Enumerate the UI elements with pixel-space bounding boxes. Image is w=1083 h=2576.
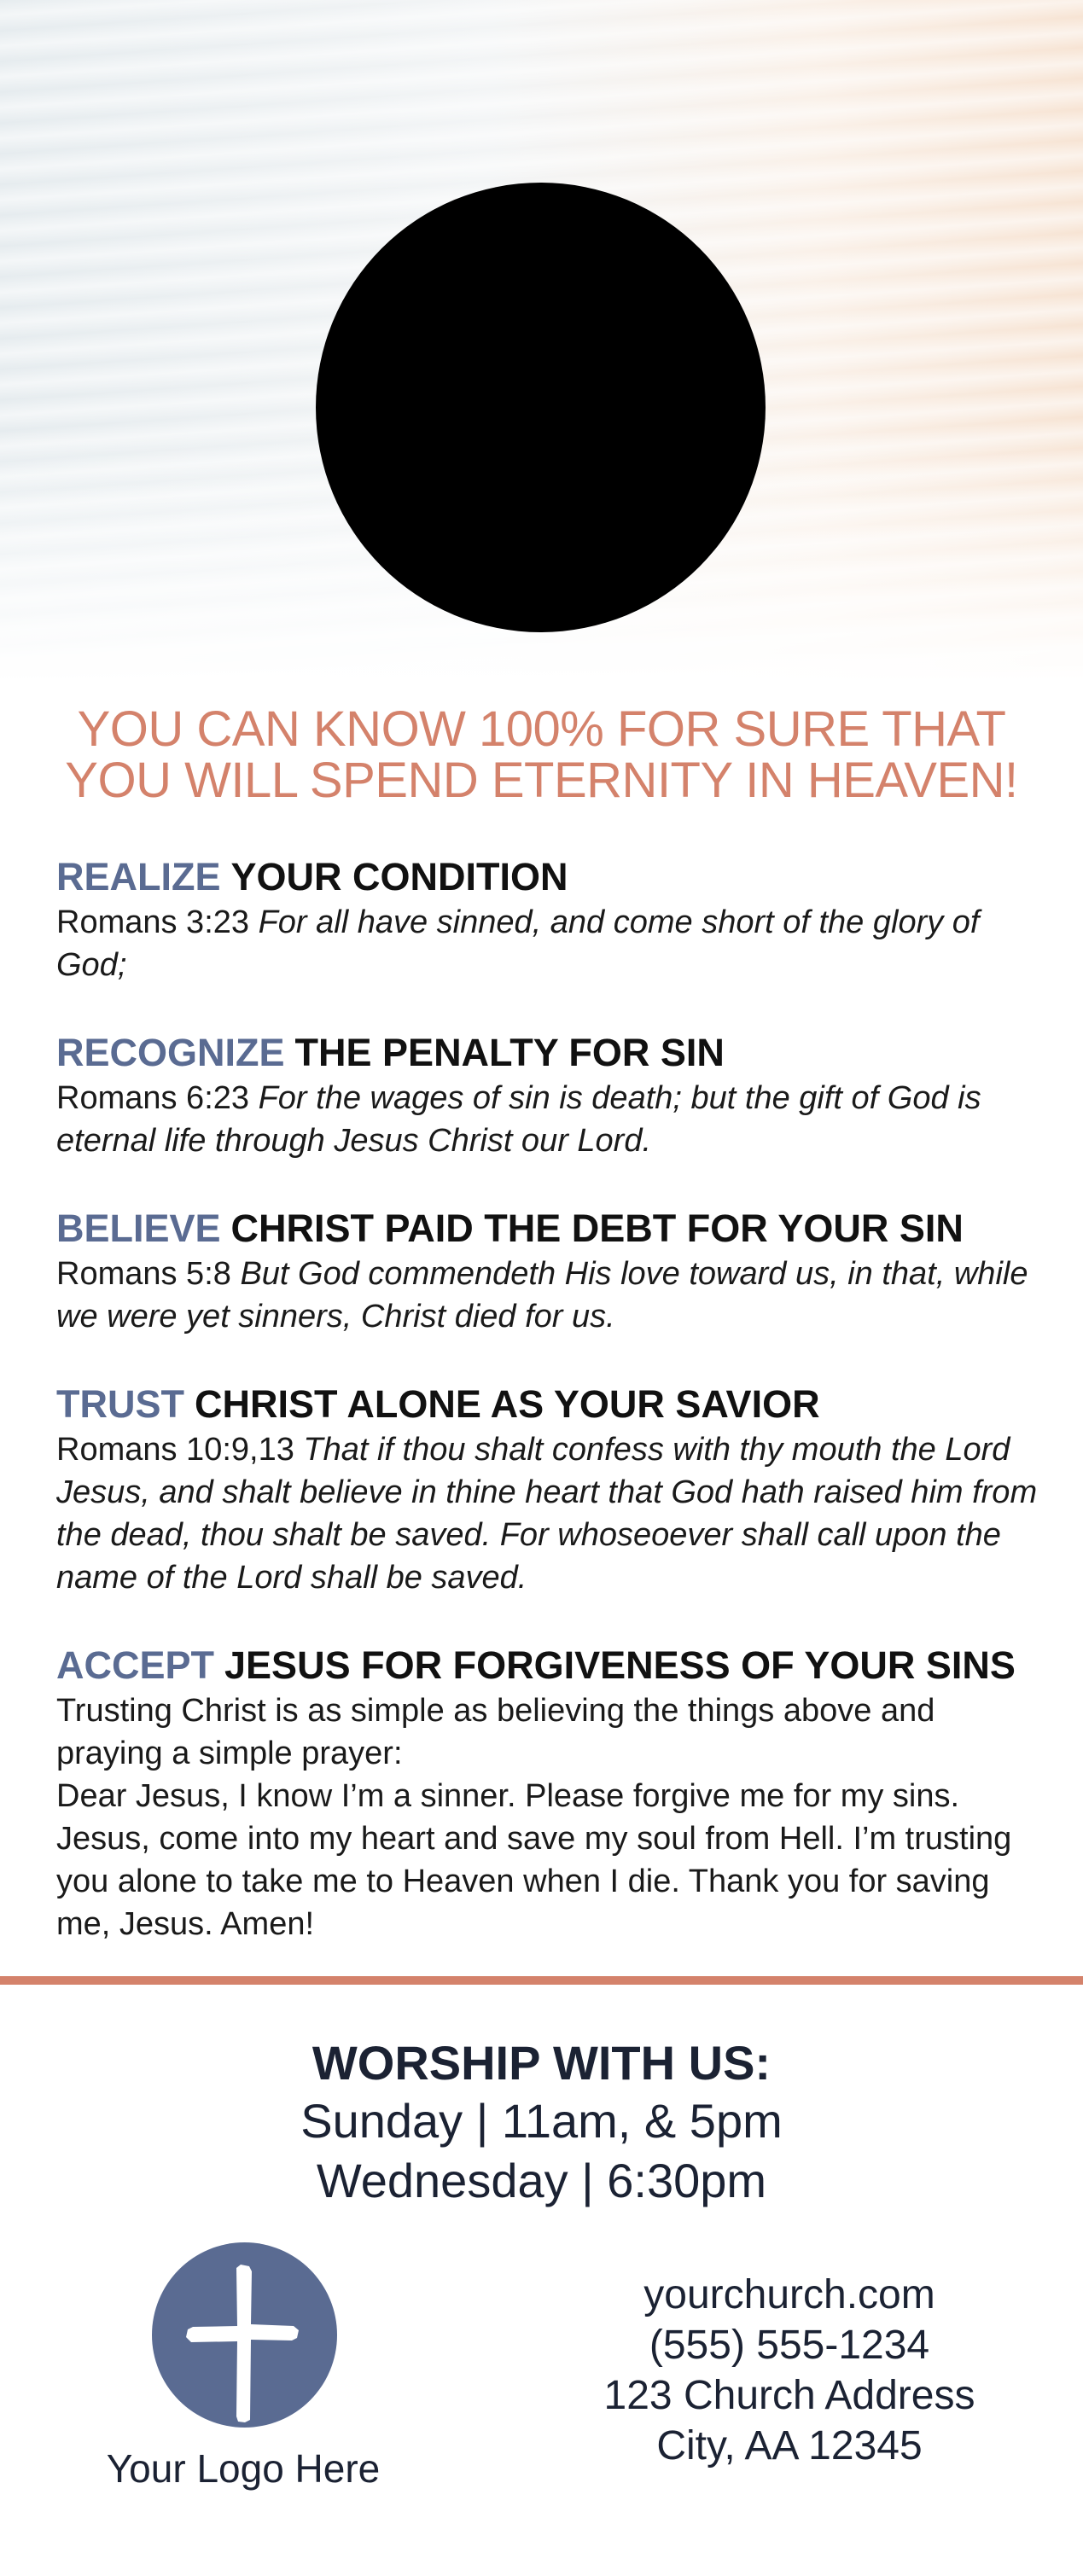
worship-times	[0, 2035, 1083, 2211]
verse-reference: Romans 6:23	[56, 1080, 250, 1116]
step-body	[56, 1428, 1038, 1599]
step-accept	[56, 1642, 1038, 1945]
step-heading	[56, 1381, 1038, 1428]
headline-line-2: YOU WILL SPEND ETERNITY IN HEAVEN!	[65, 753, 1018, 808]
cross-icon	[152, 2242, 337, 2428]
steps-list	[56, 853, 1038, 1988]
step-body	[56, 901, 1038, 986]
verse-text: For the wages of sin is death; but the gift of God is eternal life through Jesus Christ our Lord.	[56, 1080, 981, 1159]
street-address: 123 Church Address	[603, 2373, 975, 2418]
step-title: YOUR CONDITION	[230, 855, 568, 898]
verse-text: For all have sinned, and come short of the glory of God;	[56, 904, 980, 983]
step-body	[56, 1077, 1038, 1162]
step-keyword: RECOGNIZE	[56, 1031, 285, 1074]
wednesday-times: Wednesday | 6:30pm	[316, 2154, 767, 2207]
step-title: JESUS FOR FORGIVENESS OF YOUR SINS	[224, 1643, 1016, 1687]
verse-text: That if thou shalt confess with thy mouth the Lord Jesus, and shalt believe in thine heart that God hath raised him from the dead, thou shalt be saved. For whoseoever shall call upon the name of the Lord shall be saved.	[56, 1432, 1038, 1596]
step-recognize	[56, 1029, 1038, 1162]
verse-text: But God commendeth His love toward us, in that, while we were yet sinners, Christ died for us.	[56, 1256, 1028, 1335]
section-divider	[0, 1976, 1083, 1985]
church-logo	[152, 2242, 337, 2428]
step-heading	[56, 853, 1038, 901]
step-realize	[56, 853, 1038, 986]
prayer-text: Dear Jesus, I know I’m a sinner. Please forgive me for my sins. Jesus, come into my heart and save my soul from Hell. I’m trusting you alone to take me to Heaven when I die. Thank you for saving me, Jesus. Amen!	[56, 1778, 1012, 1942]
step-heading	[56, 1642, 1038, 1689]
accept-intro: Trusting Christ is as simple as believing the things above and praying a simple prayer:	[56, 1693, 935, 1771]
city-state-zip: City, AA 12345	[656, 2423, 923, 2468]
step-heading	[56, 1205, 1038, 1253]
contact-info	[546, 2270, 1033, 2471]
step-keyword: ACCEPT	[56, 1643, 215, 1687]
logo-placeholder-text: Your Logo Here	[106, 2446, 381, 2491]
worship-title: WORSHIP WITH US:	[312, 2036, 771, 2090]
step-keyword: BELIEVE	[56, 1207, 221, 1250]
verse-reference: Romans 3:23	[56, 904, 250, 940]
phone-number[interactable]: (555) 555-1234	[649, 2323, 930, 2368]
step-title: CHRIST PAID THE DEBT FOR YOUR SIN	[230, 1207, 964, 1250]
step-title: THE PENALTY FOR SIN	[294, 1031, 725, 1074]
sunday-times: Sunday | 11am, & 5pm	[300, 2094, 783, 2148]
headline	[0, 701, 1083, 808]
step-keyword: TRUST	[56, 1382, 184, 1426]
step-trust	[56, 1381, 1038, 1599]
hero-image-circle	[316, 183, 766, 632]
step-body	[56, 1689, 1038, 1945]
headline-line-1: YOU CAN KNOW 100% FOR SURE THAT	[77, 701, 1006, 757]
verse-reference: Romans 10:9,13	[56, 1432, 294, 1468]
step-believe	[56, 1205, 1038, 1338]
verse-reference: Romans 5:8	[56, 1256, 231, 1292]
step-heading	[56, 1029, 1038, 1077]
website-link[interactable]: yourchurch.com	[643, 2272, 935, 2317]
step-body	[56, 1253, 1038, 1338]
step-title: CHRIST ALONE AS YOUR SAVIOR	[195, 1382, 820, 1426]
step-keyword: REALIZE	[56, 855, 221, 898]
